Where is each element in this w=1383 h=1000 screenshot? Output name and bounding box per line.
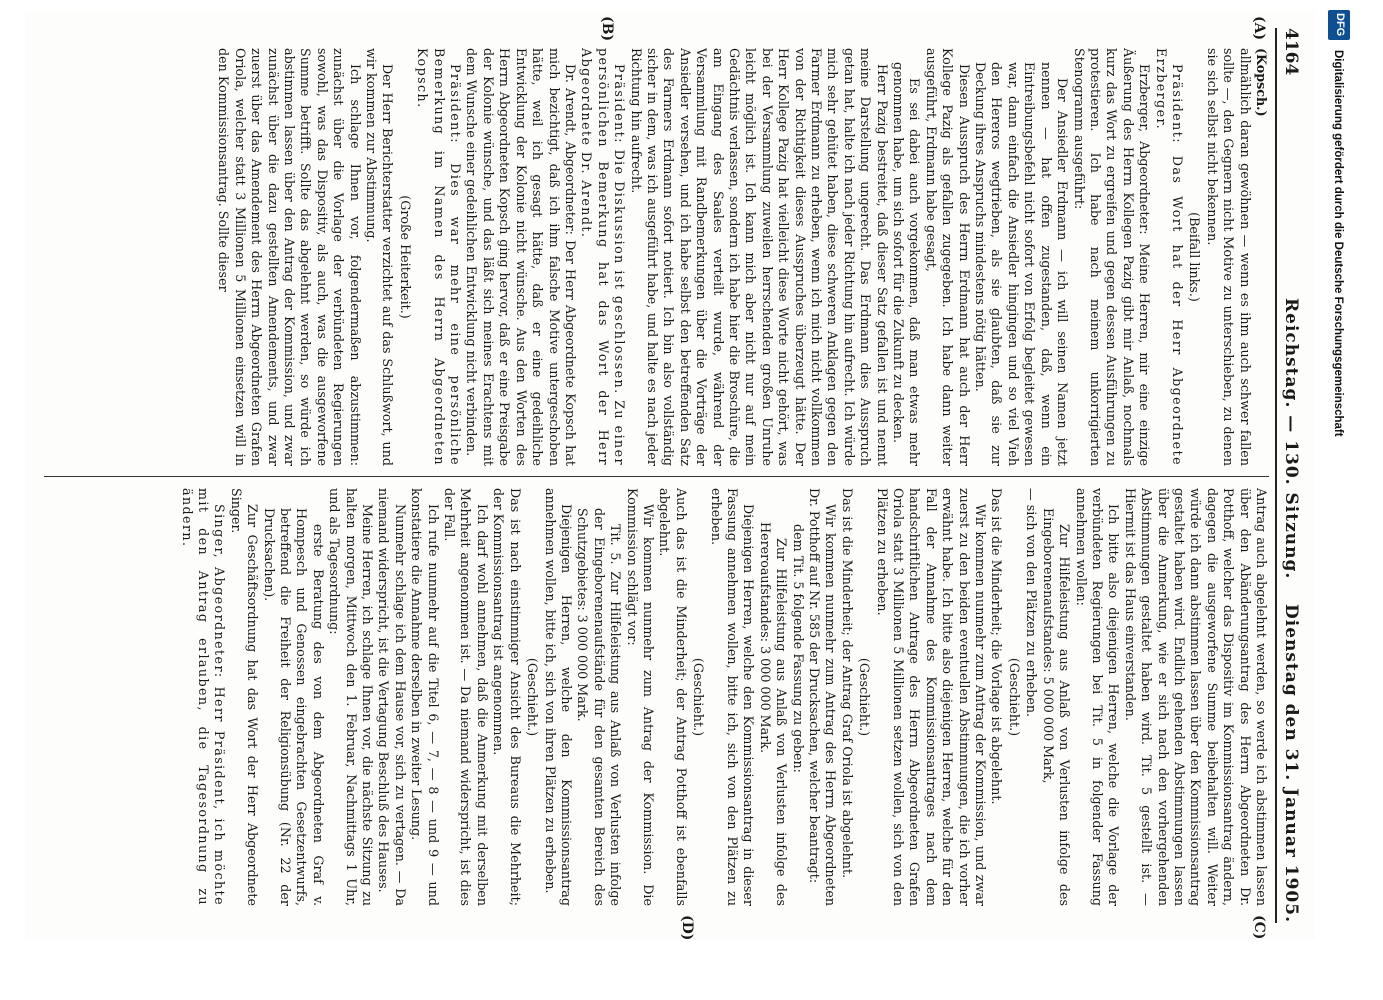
- paragraph: Herr Pazig bestreitet, daß dieser Satz gefallen ist und nennt meine Darstellung ungerecht. Das Erdmann dies Ausspruch getan hat, halte ich nach jeder Richtung hin aufrecht. Ich würde mich sehr gehütet haben, diese schweren Anklagen gegen den Farmer Erdmann zu erheben, wenn ich mich nicht vollkommen von der Richtigkeit dieses Ausspruches überzeugt hätte. Der Herr Kollege Pazig hat vielleicht diese Worte nicht gehört, was bei der Versammlung zuweilen herrschenden großen Unruhe leicht möglich ist. Ich kann mich aber nicht nur auf mein Gedächtnis verlassen, sondern ich habe hier die Broschüre, die am Eingang des Saales verteilt wurde, während der Versammlung mit Randbemerkungen über die Vorträge der Ansiedler versehen, und ich habe selbst den betreffenden Satz des Farmers Erdmann sofort notiert. Ich bin also vollständig sicher in dem, was ich ausgeführt habe, und halte es nach jeder Richtung hin aufrecht.: [628, 48, 890, 466]
- paragraph: allmählich daran gewöhnen — wenn es ihm auch schwer fallen sollte —, den Gegnern nicht Motive zu unterschieben, zu denen sie sich selbst nicht bekennen.: [1204, 48, 1253, 466]
- paragraph: Wir kommen nunmehr zum Antrag der Kommission, und zwar zuerst zu den beiden eventuellen Abstimmungen, die ich vorher erwähnt habe. Ich bitte also diejenigen Herren, welche für den Fall der Annahme des Kommissionsantrages nach dem handschriftlichen Antrage des Herrn Abgeordneten Grafen Oriola statt 3 Millionen 5 Millionen setzen wollen, sich von den Plätzen zu erheben.: [874, 488, 989, 906]
- paragraph: Singer, Abgeordneter: Herr Präsident, ich möchte mit den Antrag erlauben, die Tagesordnung zu ändern.: [179, 488, 228, 906]
- paragraph: Meine Herren, ich schlage Ihnen vor, die nächste Sitzung zu halten morgen, Mittwoch den 1. Februar, Nachmittags 1 Uhr, und als Tagesordnung:: [327, 488, 376, 906]
- stage-direction: (Geschieht.): [691, 657, 707, 737]
- quotation: dem Tit. 5 folgende Fassung zu geben:: [790, 524, 806, 773]
- quotation: Zur Hilfeleistung aus Anlaß von Verlusten infolge des Hereroaufstandes: 3 000 000 Mark.: [757, 522, 790, 906]
- paragraph: Das ist nach einstimmiger Ansicht des Bureaus die Mehrheit; der Kommissionsantrag ist angenommen.: [491, 488, 523, 906]
- margin-marker-d: (D): [679, 915, 695, 941]
- dfg-logo: [1328, 10, 1350, 40]
- session-title: Reichstag. — 130. Sitzung.: [1281, 298, 1301, 580]
- rotated-document-page: [25, 10, 1315, 940]
- stage-direction: (Geschieht.): [1006, 657, 1022, 737]
- paragraph: Ich rufe nunmehr auf die Titel 6, — 7, — 8 — und 9 — und konstatiere die Annahme derselben in zweiter Lesung.: [409, 488, 441, 906]
- margin-marker-c: (C): [1251, 915, 1267, 940]
- paragraph: — sich von den Plätzen zu erheben.: [1024, 488, 1040, 718]
- dfg-logo-text: DFG: [1334, 13, 1346, 37]
- paragraph: Zur Geschäftsordnung hat das Wort der Herr Abgeordnete Singer.: [228, 488, 261, 906]
- quotation: Es sei dabei auch vorgekommen, daß man etwas mehr genommen habe, um sich sofort für die Zukunft zu decken.: [891, 62, 923, 466]
- paragraph: Diesen Ausspruch des Herrn Erdmann hat auch der Herr Kollege Pazig als gefallen zugegeben. Ich habe dann weiter ausgeführt, Erdmann habe gesagt,: [923, 48, 972, 466]
- paragraph: Dr. Arendt, Abgeordneter: Der Herr Abgeordnete Kopsch hat mich bezichtigt, daß ich ihm falsche Motive untergeschoben hätte, weil ich gesagt hätte, daß er eine gedeihliche Entwicklung der Kolonie nicht wünsche. Aus den Worten des Herrn Abgeordneten Kopsch ging hervor, daß er eine Preisgabe der Kolonie wünsche, und das läßt sich meines Erachtens mit dem Wunsche einer gedeihlichen Entwicklung nicht verbinden.: [464, 48, 578, 466]
- stage-direction: (Beifall links.): [1187, 212, 1203, 302]
- margin-marker-a: (A): [1251, 16, 1267, 41]
- paragraph: Der Herr Berichterstatter verzichtet auf das Schlußwort, und wir kommen zur Abstimmung.: [364, 48, 396, 466]
- page-number: 4164: [1281, 28, 1301, 76]
- paragraph: Präsident: Die Diskussion ist geschlossen. Zu einer persönlichen Bemerkung hat das Wort der Herr Abgeordnete Dr. Arendt.: [579, 48, 628, 466]
- page-header: [1275, 28, 1303, 923]
- paragraph: Präsident: Dies war mehr eine persönliche Bemerkung im Namen des Herrn Abgeordneten Kopsch.: [415, 48, 464, 466]
- paragraph: Diejenigen Herren, welche den Kommissionsantrag in dieser Fassung annehmen wollen, bitte ich, sich von den Plätzen zu erheben.: [708, 488, 757, 906]
- paragraph: Ich bitte also diejenigen Herren, welche die Vorlage der verbündeten Regierungen bei Tit. 5 in folgender Fassung annehmen wollen:: [1073, 488, 1122, 906]
- paragraph: Nunmehr schlage ich dem Hause vor, sich zu vertagen. — Da niemand widerspricht, ist die Vertagung Beschluß des Hauses.: [376, 488, 408, 906]
- right-text-column: [44, 488, 1269, 906]
- session-date: Dienstag den 31. Januar 1905.: [1281, 604, 1301, 923]
- quotation: Der Ansiedler Erdmann — ich will seinen Namen jetzt nennen — hat offen zugestanden, daß, wenn ein Eintreibungsbefehl nicht sofort von Erfolg begleitet gewesen war, dann einfach die Ansiedler hingingen und so viel Vieh den Hereros wegtrieben, als sie glaubten, daß sie zur Deckung ihres Anspruchs mindestens nötig hätten.: [973, 62, 1071, 466]
- paragraph: Wir kommen nunmehr zum Antrag des Herrn Abgeordneten Dr. Potthoff auf Nr. 585 der Drucksachen, welcher beantragt:: [807, 488, 839, 906]
- stage-direction: (Geschieht.): [525, 657, 541, 737]
- paragraph: Das ist die Minderheit; die Vorlage ist abgelehnt.: [989, 488, 1005, 805]
- paragraph: Ich darf wohl annehmen, daß die Anmerkung mit derselben Mehrheit angenommen ist. — Da niemand widerspricht, ist dies der Fall.: [442, 488, 490, 906]
- speaker-tag: (Kopsch.): [1254, 48, 1269, 117]
- paragraph: Auch das ist die Minderheit; der Antrag Potthoff ist ebenfalls abgelehnt.: [657, 488, 689, 906]
- stage-direction: (Geschieht.): [857, 657, 873, 737]
- digitization-note: Digitalisierung gefördert durch die Deutsche Forschungsgemeinschaft: [1332, 50, 1344, 437]
- left-text-column: [44, 48, 1269, 466]
- paragraph: Präsident: Das Wort hat der Herr Abgeordnete Erzberger.: [1153, 48, 1185, 466]
- paragraph: Das ist die Minderheit; der Antrag Graf Oriola ist abgelehnt.: [839, 488, 855, 879]
- paragraph: Ich schlage Ihnen vor, folgendermaßen abzustimmen: zunächst über die Vorlage der verbündeten Regierungen sowohl, was das Dispositiv, als auch, was die ausgeworfene Summe betrifft. Sollte das abgelehnt werden, so würde ich abstimmen lassen über den Antrag der Kommission, und zwar zunächst über die dazu gestellten Amendements, und zwar zuerst über das Amendement des Herrn Abgeordneten Grafen Oriola, welcher statt 3 Millionen 5 Millionen einsetzen will in den Kommissionsantrag. Sollte dieser: [216, 48, 363, 466]
- digitization-credit: [1324, 10, 1350, 980]
- paragraph: Antrag auch abgelehnt werden, so werde ich abstimmen lassen über den Abänderungsantrag des Herrn Abgeordneten Dr. Potthoff, welcher das Dispositiv im Kommissionsantrag ändern, dagegen die ausgeworfene Summe beibehalten will. Weiter würde ich dann abstimmen lassen über den Kommissionsantrag gestaltet haben wird. Endlich gehenden Abstimmungen lassen über die Anmerkung, wie er sich nach den vorhergehenden Abstimmungen gestaltet haben wird. Tit. 5 gestellt ist. — Hiermit ist das Haus einverstanden.: [1122, 488, 1269, 906]
- quotation: Zur Hilfeleistung aus Anlaß von Verlusten infolge des Eingeborenenaufstandes: 5 000 000 Mark,: [1040, 508, 1073, 906]
- column-divider: [44, 476, 1269, 477]
- margin-marker-b: (B): [599, 16, 615, 42]
- quotation: erste Beratung des von dem Abgeordneten Graf v. Hompesch und Genossen eingebrachten Gesetzentwurfs, betreffend die Freiheit der Religionsübung (Nr. 22 der Drucksachen).: [261, 508, 326, 906]
- paragraph: Erzberger, Abgeordneter: Meine Herren, mir eine einzige Äußerung des Herrn Kollegen Pazig gibt mir Anlaß, nochmals kurz das Wort zu ergreifen und gegen dessen Ausführungen zu protestieren. Ich habe nach meinem unkorrigierten Stenogramm ausgeführt:: [1071, 48, 1153, 466]
- paragraph: Wir kommen nunmehr zum Antrag der Kommission. Die Kommission schlägt vor:: [624, 488, 656, 906]
- stage-direction: (Große Heiterkeit.): [397, 195, 413, 319]
- paragraph: Diejenigen Herren, welche den Kommissionsantrag annehmen wollen, bitte ich, sich von ihren Plätzen zu erheben.: [542, 488, 574, 906]
- quotation: Tit. 5. Zur Hilfeleistung aus Anlaß von Verlusten infolge der Eingeborenenaufstände für den gesamten Bereich des Schutzgebietes: 3 000 000 Mark.: [575, 508, 624, 906]
